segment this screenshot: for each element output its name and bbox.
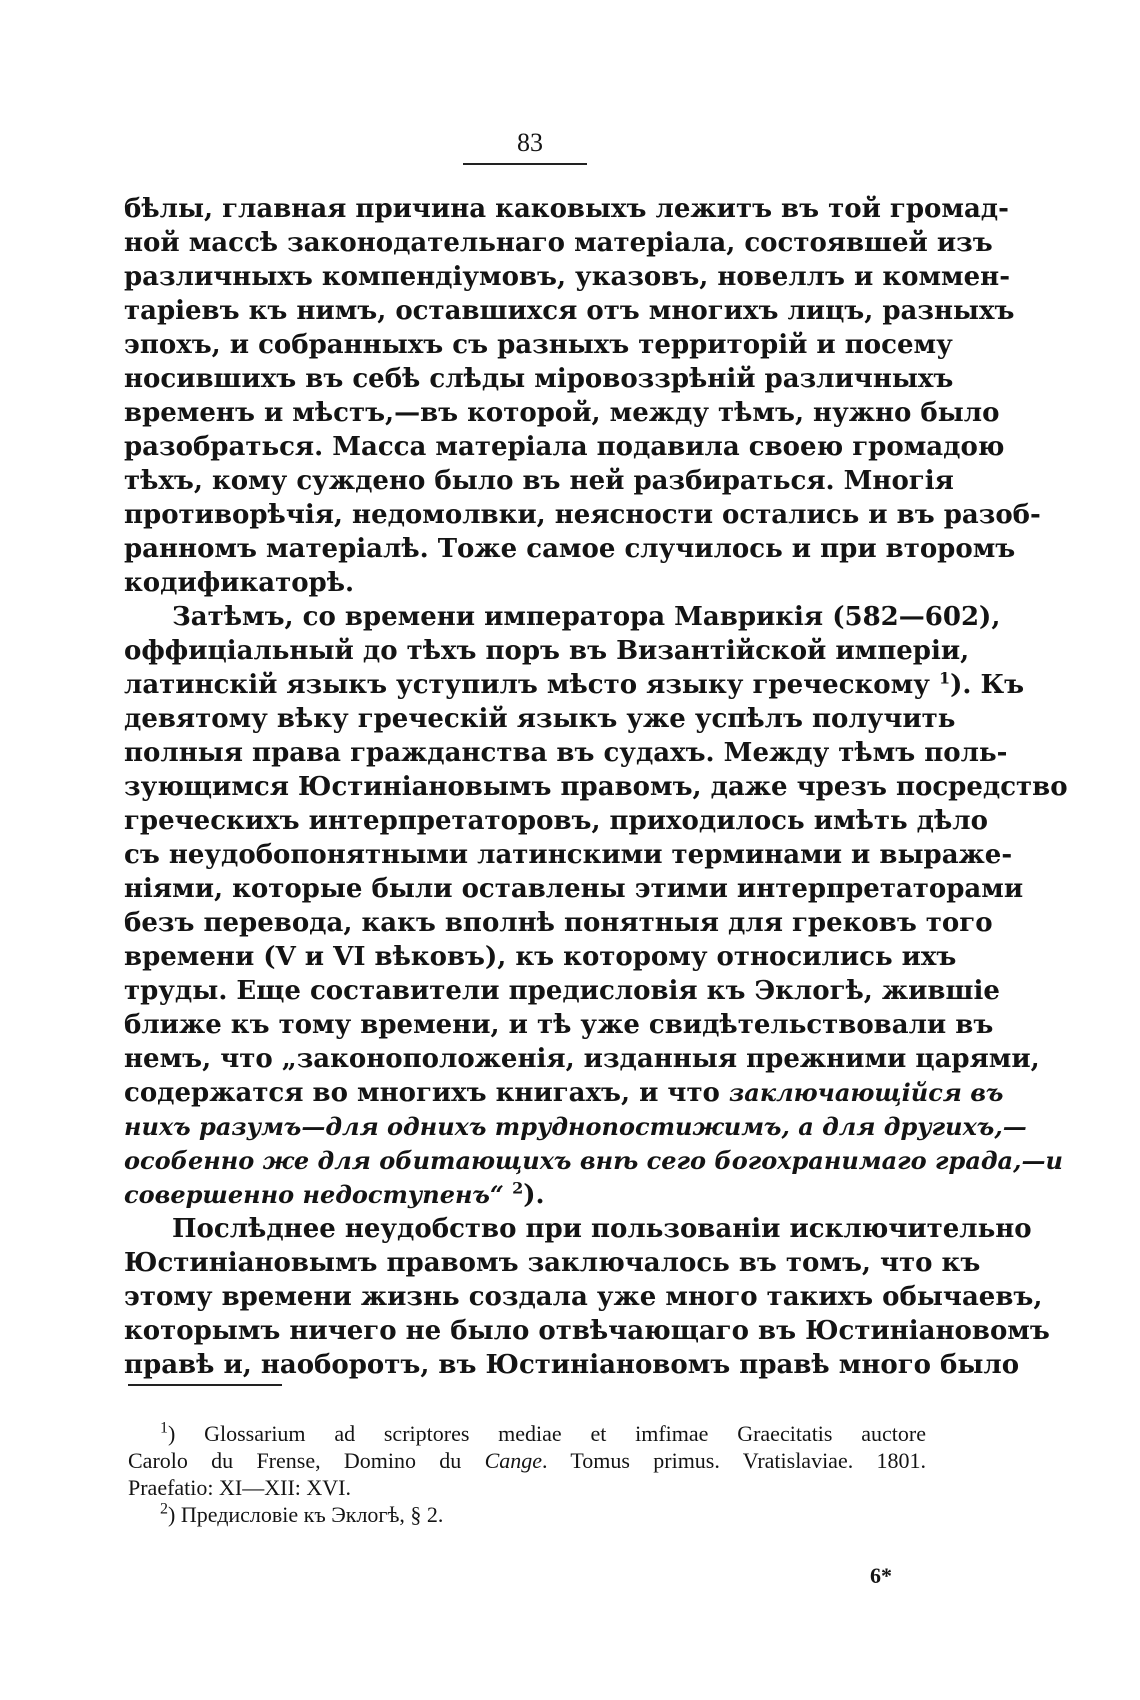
text-line [124, 1178, 929, 1212]
footnote-italic: Cange [484, 1448, 543, 1473]
footnotes [128, 1420, 926, 1528]
italic-span: заключающійся въ [728, 1078, 1004, 1107]
text-line: девятому вѣку греческій языкъ уже успѣлъ получить [124, 704, 956, 734]
text-line: различныхъ компендіумовъ, указовъ, новеллъ и коммен- [124, 262, 1010, 292]
footnote-1-line: Praefatio: XI—XII: XVI. [128, 1475, 351, 1500]
text-line: ранномъ матеріалѣ. Тоже самое случилось и при второмъ [124, 534, 1016, 564]
text-line: съ неудобопонятными латинскими терминами и выраже- [124, 840, 1013, 870]
italic-span: совершенно недоступенъ“ [124, 1180, 513, 1209]
text-line: Послѣднее неудобство при пользованіи исключительно [172, 1214, 1032, 1244]
text-line: таріевъ къ нимъ, оставшихся отъ многихъ лицъ, разныхъ [124, 296, 1015, 326]
text-line: полныя права гражданства въ судахъ. Между тѣмъ поль- [124, 738, 1008, 768]
footnote-mark-1: 1 [160, 1419, 168, 1437]
text-line: кодификаторѣ. [124, 568, 355, 598]
footnote-text: Carolo du Frense, Domino du [128, 1448, 485, 1473]
footnote-2-line [128, 1501, 926, 1528]
body-text [124, 192, 1068, 1382]
text-line: правѣ и, наоборотъ, въ Юстиніановомъ правѣ много было [124, 1350, 1020, 1380]
footnote-ref-2: 2 [512, 1178, 524, 1198]
text-span: ). Къ [950, 670, 1025, 700]
text-span: латинскій языкъ уступилъ мѣсто языку греческому [124, 670, 939, 700]
text-line: разобраться. Масса матеріала подавила своею громадою [124, 432, 1005, 462]
text-line-italic: нихъ разумъ—для однихъ труднопостижимъ, а для другихъ,— [124, 1112, 1027, 1141]
text-line: ной массѣ законодательнаго матеріала, состоявшей изъ [124, 228, 993, 258]
text-line: труды. Еще составители предисловія къ Эклогѣ, жившіе [124, 976, 1000, 1006]
signature-mark: 6* [870, 1563, 892, 1588]
text-line: противорѣчія, недомолвки, неясности остались и въ разоб- [124, 500, 1041, 530]
text-line: временъ и мѣстъ,—въ которой, между тѣмъ, нужно было [124, 398, 1000, 428]
text-line: Затѣмъ, со времени императора Маврикія (582—602), [172, 602, 1001, 632]
text-span: содержатся во многихъ книгахъ, и что [124, 1078, 729, 1108]
text-line: носившихъ въ себѣ слѣды міровоззрѣній различныхъ [124, 364, 954, 394]
text-line: ближе къ тому времени, и тѣ уже свидѣтельствовали въ [124, 1010, 994, 1040]
text-line [124, 668, 1025, 702]
text-line: греческихъ интерпретаторовъ, приходилось имѣть дѣло [124, 806, 988, 836]
text-line: этому времени жизнь создала уже много такихъ обычаевъ, [124, 1282, 1043, 1312]
text-line: эпохъ, и собранныхъ съ разныхъ территорій и посему [124, 330, 953, 360]
text-line: тѣхъ, кому суждено было въ ней разбираться. Многія [124, 466, 954, 496]
footnote-mark-2: 2 [160, 1500, 168, 1518]
footnote-text: ) Предисловіе къ Эклогѣ, § 2. [168, 1502, 444, 1527]
footnote-text: . Tomus primus. Vratislaviae. 1801. [542, 1448, 926, 1473]
text-line [124, 1076, 1004, 1110]
page-number: 83 [517, 128, 543, 157]
footnote-rule [128, 1384, 282, 1386]
text-line-italic: особенно же для обитающихъ внѣ сего богохранимаго града,—и [124, 1146, 1063, 1175]
footnote-text: ) Glossarium ad scriptores mediae et imfimae Graecitatis auctore [168, 1421, 926, 1446]
text-span: ). [523, 1180, 545, 1210]
footnote-1-line [128, 1447, 926, 1474]
footnote-1-line [128, 1420, 926, 1447]
text-line: зующимся Юстиніановымъ правомъ, даже чрезъ посредство [124, 772, 1068, 802]
footnote-ref-1: 1 [938, 668, 951, 688]
text-line: которымъ ничего не было отвѣчающаго въ Юстиніановомъ [124, 1316, 1050, 1346]
text-line: немъ, что „законоположенія, изданныя прежними царями, [124, 1044, 1040, 1074]
text-line: оффиціальный до тѣхъ поръ въ Византійской имперіи, [124, 636, 970, 666]
text-line: бѣлы, главная причина каковыхъ лежитъ въ той громад- [124, 194, 1009, 224]
text-line: Юстиніановымъ правомъ заключалось въ томъ, что къ [124, 1248, 981, 1278]
page-number-rule [463, 163, 587, 165]
text-line: безъ перевода, какъ вполнѣ понятныя для грековъ того [124, 908, 993, 938]
text-line: ніями, которые были оставлены этими интерпретаторами [124, 874, 1024, 904]
text-line: времени (V и VI вѣковъ), къ которому относились ихъ [124, 942, 957, 972]
